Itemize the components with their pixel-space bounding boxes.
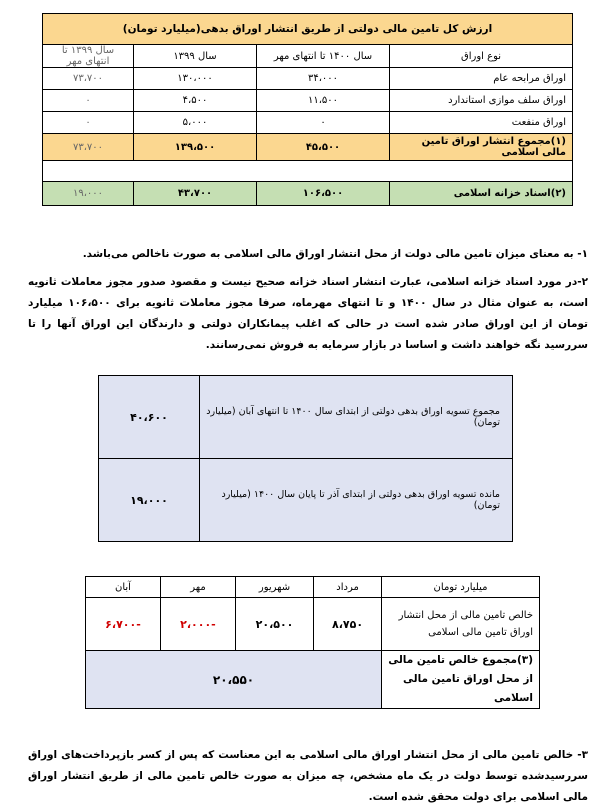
settlement-value: ۱۹،۰۰۰ (99, 459, 200, 542)
net-financing-header (86, 577, 540, 598)
spacer-row (43, 161, 573, 182)
settlement-label: مجموع تسویه اوراق بدهی دولتی از ابتدای سال ۱۴۰۰ تا انتهای آبان (میلیارد تومان) (200, 376, 513, 459)
settlement-label: مانده تسویه اوراق بدهی دولتی از ابتدای آذر تا پایان سال ۱۴۰۰ (میلیارد تومان) (200, 459, 513, 542)
header-1400: سال ۱۴۰۰ تا انتهای مهر (257, 45, 390, 68)
value-shahrivar: ۲۰،۵۰۰ (235, 598, 313, 651)
total-label: (۳)مجموع خالص تامین مالی از محل اوراق تامین مالی اسلامی (382, 651, 540, 709)
header-mordad: مرداد (314, 577, 382, 598)
row-value-1399-mehr: ۷۳،۷۰۰ (43, 68, 134, 90)
sum-name: (۱)مجموع انتشار اوراق تامین مالی اسلامی (390, 134, 573, 161)
note-1: ۱- به معنای میزان تامین مالی دولت از محل انتشار اوراق مالی اسلامی به صورت ناخالص می‌باشد. (82, 248, 588, 260)
header-1399-mehr: سال ۱۳۹۹ تا انتهای مهر (43, 45, 134, 68)
treasury-name: (۲)اسناد خزانه اسلامی (390, 182, 573, 206)
table-row (43, 68, 573, 90)
treasury-row (43, 182, 573, 206)
header-shahrivar: شهریور (235, 577, 313, 598)
header-unit: میلیارد تومان (382, 577, 540, 598)
total-value: ۲۰،۵۵۰ (86, 651, 382, 709)
table-row (43, 90, 573, 112)
header-mehr: مهر (160, 577, 235, 598)
note-2: ۲-در مورد اسناد خزانه اسلامی، عبارت انتشار اسناد خزانه صحیح نیست و مقصود صدور مجوز معاملات ثانویه است، به عنوان مثال در سال ۱۴۰۰ و تا انتهای مهرماه، صرفا مجوز معاملات ثانویه برای ۱۰۶،۵۰۰ میلیارد تومان از این اوراق صادر شده است در حالی که اغلب پیمانکاران دولتی و دارندگان این اوراق آنها را تا سررسید نگه خواهند داشت و اساسا در بازار سرمایه به فروش نمی‌رسانند. (28, 276, 588, 351)
row-value-1399: ۱۳۰،۰۰۰ (134, 68, 257, 90)
row-name: اوراق منفعت (390, 112, 573, 134)
row-value-1400: ۱۱،۵۰۰ (257, 90, 390, 112)
table-row (99, 459, 513, 542)
settlement-value: ۴۰،۶۰۰ (99, 376, 200, 459)
treasury-value-1399-mehr: ۱۹،۰۰۰ (43, 182, 134, 206)
header-type: نوع اوراق (390, 45, 573, 68)
row-value-1400: ۰ (257, 112, 390, 134)
row-value-1399: ۴،۵۰۰ (134, 90, 257, 112)
note-3: ۳- خالص تامین مالی از محل انتشار اوراق مالی اسلامی به این معناست که پس از کسر بازپرداخت‌های اوراق سررسیدشده توسط دولت در یک ماه مشخص، چه میزان به صورت خالص تامین مالی از طریق انتشار اوراق مالی اسلامی برای دولت محقق شده است. (28, 749, 588, 803)
net-financing-total-row (86, 651, 540, 709)
value-mehr: -۲،۰۰۰ (160, 598, 235, 651)
sum-row (43, 134, 573, 161)
net-financing-row (86, 598, 540, 651)
sum-value-1399: ۱۳۹،۵۰۰ (134, 134, 257, 161)
table-row (43, 112, 573, 134)
net-financing-label: خالص تامین مالی از محل انتشار اوراق تامین مالی اسلامی (382, 598, 540, 651)
net-financing-table (85, 576, 540, 709)
sum-value-1399-mehr: ۷۳،۷۰۰ (43, 134, 134, 161)
row-value-1399: ۵،۰۰۰ (134, 112, 257, 134)
table-row (99, 376, 513, 459)
financing-table (42, 13, 573, 206)
row-name: اوراق سلف موازی استاندارد (390, 90, 573, 112)
row-value-1400: ۳۴،۰۰۰ (257, 68, 390, 90)
sum-value-1400: ۴۵،۵۰۰ (257, 134, 390, 161)
value-aban: -۶،۷۰۰ (86, 598, 161, 651)
row-name: اوراق مرابحه عام (390, 68, 573, 90)
header-1399: سال ۱۳۹۹ (134, 45, 257, 68)
row-value-1399-mehr: ۰ (43, 112, 134, 134)
row-value-1399-mehr: ۰ (43, 90, 134, 112)
header-aban: آبان (86, 577, 161, 598)
treasury-value-1399: ۴۳،۷۰۰ (134, 182, 257, 206)
treasury-value-1400: ۱۰۶،۵۰۰ (257, 182, 390, 206)
financing-table-title: ارزش کل تامین مالی دولتی از طریق انتشار اوراق بدهی(میلیارد تومان) (43, 14, 573, 45)
value-mordad: ۸،۷۵۰ (314, 598, 382, 651)
settlement-table (98, 375, 513, 542)
